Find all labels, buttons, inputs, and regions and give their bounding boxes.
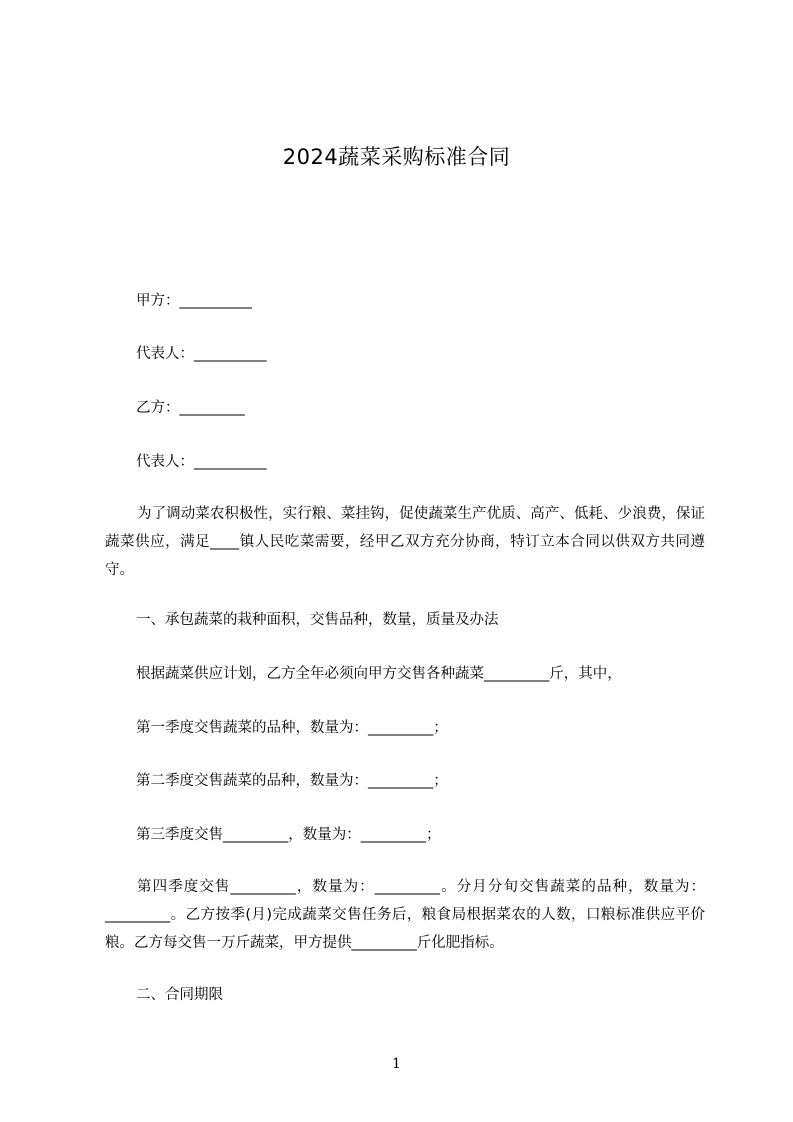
party-b-line: 乙方：_________ — [136, 400, 245, 416]
party-b-representative-line: 代表人：__________ — [136, 454, 267, 470]
first-quarter-line: 第一季度交售蔬菜的品种，数量为：_________； — [136, 720, 448, 736]
supply-plan-line: 根据蔬菜供应计划，乙方全年必须向甲方交售各种蔬菜_________斤，其中， — [136, 666, 622, 682]
document-title: 2024蔬菜采购标准合同 — [282, 145, 511, 169]
third-quarter-line: 第三季度交售_________，数量为：_________； — [136, 827, 441, 843]
fourth-quarter-paragraph: 第四季度交售_________，数量为：_________。分月分旬交售蔬菜的品种，数量为：_________。乙方按季(月)完成蔬菜交售任务后，粮食局根据菜农的人数，口粮标准供应平价粮。乙方每交售一万斤蔬菜，甲方提供_________斤化肥指标。 — [105, 879, 705, 951]
section-1-heading: 一、承包蔬菜的栽种面积，交售品种，数量，质量及办法 — [136, 612, 499, 628]
party-a-representative-line: 代表人：__________ — [136, 346, 267, 362]
party-a-line: 甲方：__________ — [136, 293, 252, 309]
section-2-heading: 二、合同期限 — [136, 987, 223, 1003]
second-quarter-line: 第二季度交售蔬菜的品种，数量为：_________； — [136, 773, 448, 789]
page-number: 1 — [392, 1056, 401, 1072]
preamble-paragraph: 为了调动菜农积极性，实行粮、菜挂钩，促使蔬菜生产优质、高产、低耗、少浪费，保证蔬菜供应，满足____镇人民吃菜需要，经甲乙双方充分协商，特订立本合同以供双方共同遵守。 — [105, 506, 705, 578]
